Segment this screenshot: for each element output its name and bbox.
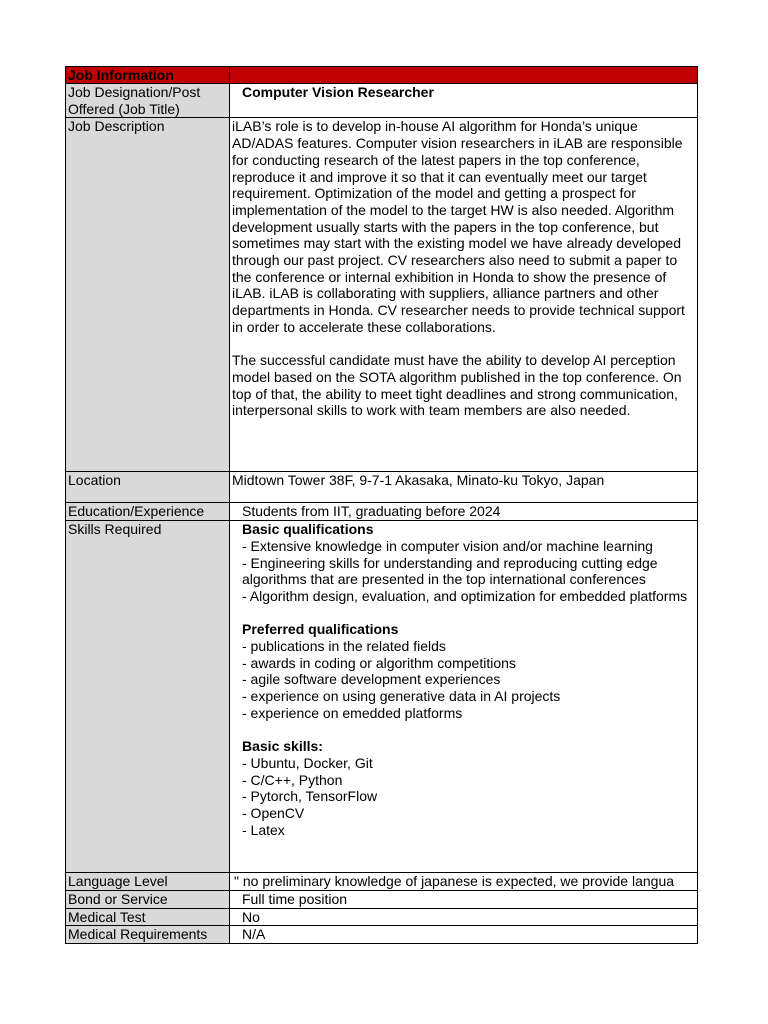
preferred-qualification-item: - experience on emedded platforms bbox=[242, 704, 463, 721]
medical-test-row bbox=[66, 908, 698, 926]
preferred-qualification-item: - awards in coding or algorithm competitions bbox=[242, 654, 516, 671]
basic-qualifications-heading: Basic qualifications bbox=[242, 521, 374, 538]
job-description-paragraph-1: iLAB’s role is to develop in-house AI algorithm for Honda’s unique AD/ADAS features. Computer vision researchers in iLAB are responsible for conducting research of the latest papers in the top conference, reproduce it and improve it so that it can eventually meet our target requirement. Optimization of the model and getting a prospect for implementation of the model to the target HW is also needed. Algorithm development usually starts with the papers in the top conference, but sometimes may start with the existing model we have already developed through our past project. CV researchers also need to submit a paper to the conference or internal exhibition in Honda to show the presence of iLAB. iLAB is collaborating with suppliers, alliance partners and other departments in Honda. CV researcher needs to provide technical support in order to accelerate these collaborations. bbox=[232, 118, 685, 335]
bond-label: Bond or Service bbox=[66, 890, 230, 908]
header-label: Job Information bbox=[66, 67, 230, 84]
job-information-table bbox=[65, 66, 698, 944]
education-label: Education/Experience bbox=[66, 503, 230, 521]
medical-test-label: Medical Test bbox=[66, 908, 230, 926]
medical-requirements-row bbox=[66, 926, 698, 944]
bond-row bbox=[66, 890, 698, 908]
preferred-qualification-item: - agile software development experiences bbox=[242, 671, 501, 688]
medical-requirements-label: Medical Requirements bbox=[66, 926, 230, 944]
language-label: Language Level bbox=[66, 873, 230, 891]
medical-requirements-value: N/A bbox=[230, 926, 698, 944]
bond-value: Full time position bbox=[230, 890, 698, 908]
language-value: " no preliminary knowledge of japanese is expected, we provide langua bbox=[230, 873, 698, 891]
skills-label: Skills Required bbox=[66, 521, 230, 873]
job-description-label: Job Description bbox=[66, 118, 230, 472]
education-row bbox=[66, 503, 698, 521]
basic-qualification-item: - Engineering skills for understanding and reproducing cutting edge algorithms that are presented in the top international conferences bbox=[242, 554, 658, 588]
job-description-value bbox=[230, 118, 698, 472]
medical-test-value: No bbox=[230, 908, 698, 926]
job-title-value: Computer Vision Researcher bbox=[230, 84, 698, 118]
basic-skill-item: - Pytorch, TensorFlow bbox=[242, 788, 378, 805]
basic-qualification-item: - Algorithm design, evaluation, and optimization for embedded platforms bbox=[242, 587, 688, 604]
basic-skill-item: - C/C++, Python bbox=[242, 771, 343, 788]
job-description-row bbox=[66, 118, 698, 472]
basic-qualification-item: - Extensive knowledge in computer vision and/or machine learning bbox=[242, 537, 653, 554]
preferred-qualification-item: - publications in the related fields bbox=[242, 638, 446, 655]
header-row bbox=[66, 67, 698, 84]
job-title-row bbox=[66, 84, 698, 118]
basic-skill-item: - Ubuntu, Docker, Git bbox=[242, 754, 373, 771]
job-title-label: Job Designation/Post Offered (Job Title) bbox=[66, 84, 230, 118]
basic-skill-item: - OpenCV bbox=[242, 805, 305, 822]
location-label: Location bbox=[66, 472, 230, 503]
language-row bbox=[66, 873, 698, 891]
education-value: Students from IIT, graduating before 2024 bbox=[230, 503, 698, 521]
skills-value bbox=[230, 521, 698, 873]
job-information-sheet bbox=[65, 66, 697, 944]
header-value bbox=[230, 67, 698, 84]
location-value: Midtown Tower 38F, 9-7-1 Akasaka, Minato-ku Tokyo, Japan bbox=[230, 472, 698, 503]
location-row bbox=[66, 472, 698, 503]
preferred-qualifications-heading: Preferred qualifications bbox=[242, 621, 399, 638]
job-description-paragraph-2: The successful candidate must have the ability to develop AI perception model based on the SOTA algorithm published in the top conference. On top of that, the ability to meet tight deadlines and strong communication, interpersonal skills to work with team members are also needed. bbox=[232, 352, 682, 419]
basic-skills-heading: Basic skills: bbox=[242, 738, 323, 755]
basic-skill-item: - Latex bbox=[242, 821, 285, 838]
skills-row bbox=[66, 521, 698, 873]
preferred-qualification-item: - experience on using generative data in AI projects bbox=[242, 688, 561, 705]
